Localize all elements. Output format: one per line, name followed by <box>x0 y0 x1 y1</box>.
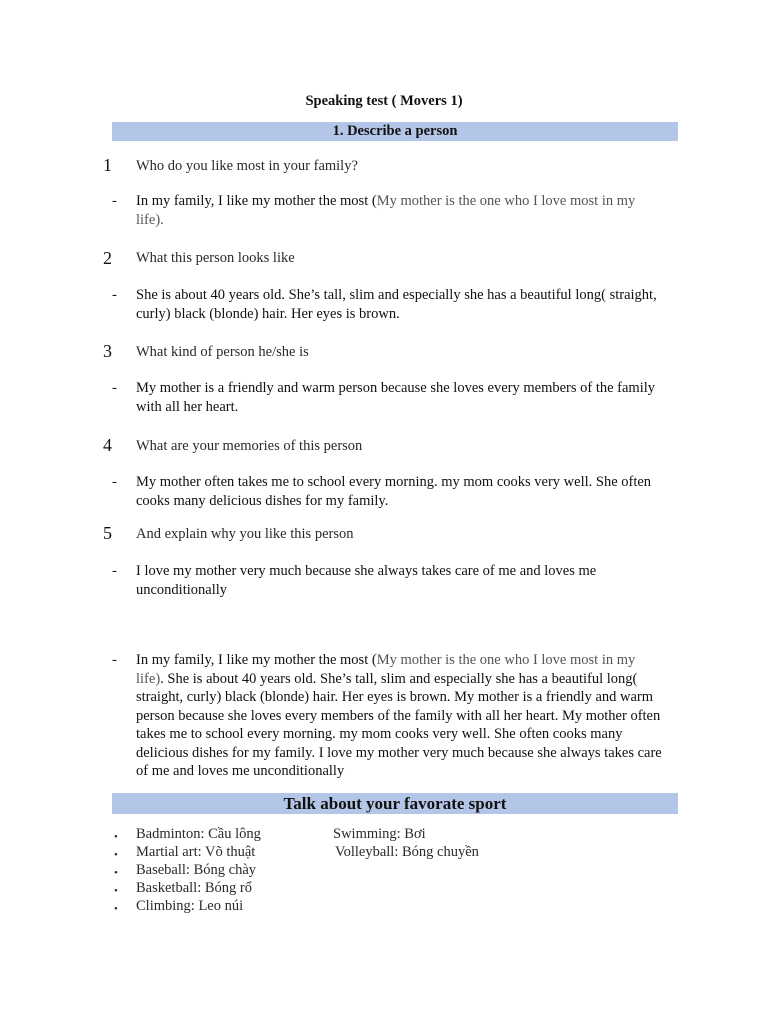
answer-1 <box>136 192 664 229</box>
section-header-sport: Talk about your favorate sport <box>112 793 678 814</box>
question-text: Who do you like most in your family? <box>136 158 358 174</box>
answer-5: I love my mother very much because she always takes care of me and loves me unconditionally <box>136 563 597 598</box>
answer-dash: - <box>112 380 117 396</box>
list-item: Badminton: Cầu lông <box>136 826 261 842</box>
summary-start: In my family, I like my mother the most ( <box>136 652 377 668</box>
question-number: 1 <box>103 155 112 175</box>
question-text: What are your memories of this person <box>136 438 363 454</box>
list-item: Volleyball: Bóng chuyền <box>335 844 479 860</box>
list-item: Swimming: Bơi <box>333 826 426 842</box>
question-number: 3 <box>103 341 112 361</box>
bullet-icon: • <box>114 831 118 843</box>
list-item: Basketball: Bóng rổ <box>136 880 252 896</box>
answer-dash: - <box>112 193 117 209</box>
list-item: Martial art: Võ thuật <box>136 844 256 860</box>
summary-aside: My mother is the one who I love most in my life) <box>136 652 636 687</box>
summary-dash: - <box>112 652 117 668</box>
question-text: What this person looks like <box>136 250 295 266</box>
question-text: And explain why you like this person <box>136 526 354 542</box>
bullet-icon: • <box>114 903 118 915</box>
bullet-icon: • <box>114 885 118 897</box>
answer-dash: - <box>112 474 117 490</box>
summary-paragraph <box>136 651 666 781</box>
page-title: Speaking test ( Movers 1) <box>305 93 463 109</box>
summary-rest: . She is about 40 years old. She’s tall, slim and especially she has a beautiful long( straight, curly) black (blonde) hair. Her eyes is brown. My mother is a friendly and warm person because she loves every members of the family with all her heart. My mother often takes me to school every morning. my mom cooks very well. She often cooks many delicious dishes for my family. I love my mother very much because she always takes care of me and loves me unconditionally <box>136 670 662 779</box>
answer-2: She is about 40 years old. She’s tall, slim and especially she has a beautiful long( straight, curly) black (blonde) hair. Her eyes is brown. <box>136 287 657 322</box>
question-number: 5 <box>103 523 112 543</box>
answer-4: My mother often takes me to school every morning. my mom cooks very well. She often cooks many delicious dishes for my family. <box>136 474 652 509</box>
answer-1-main: In my family, I like my mother the most ( <box>136 193 377 209</box>
bullet-icon: • <box>114 867 118 879</box>
section-header-describe-person: 1. Describe a person <box>112 122 678 141</box>
answer-3: My mother is a friendly and warm person because she loves every members of the family with all her heart. <box>136 380 656 415</box>
answer-dash: - <box>112 287 117 303</box>
question-number: 4 <box>103 435 112 455</box>
list-item: Baseball: Bóng chày <box>136 862 257 878</box>
answer-dash: - <box>112 563 117 579</box>
question-number: 2 <box>103 248 112 268</box>
question-text: What kind of person he/she is <box>136 344 309 360</box>
bullet-icon: • <box>114 849 118 861</box>
answer-1-aside: My mother is the one who I love most in my life). <box>136 193 636 228</box>
list-item: Climbing: Leo núi <box>136 898 244 914</box>
